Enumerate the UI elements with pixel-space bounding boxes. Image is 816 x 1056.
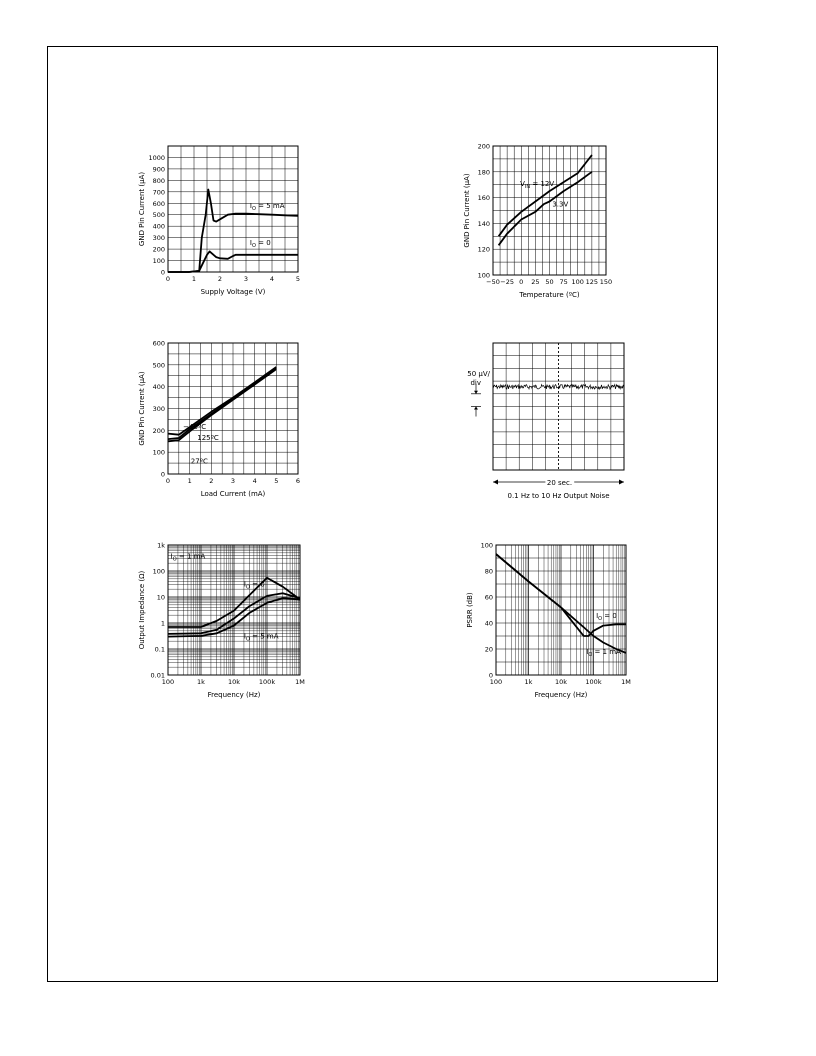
x-axis-label: Frequency (Hz)	[534, 691, 588, 699]
x-axis-label: Frequency (Hz)	[207, 691, 261, 699]
chart-psrr	[466, 542, 631, 700]
annotation	[520, 180, 554, 190]
time-label: 20 sec.	[546, 479, 573, 487]
y-tick-label: 60	[484, 593, 493, 602]
y-tick-label: 100	[480, 541, 493, 550]
x-tick-label: 3	[230, 477, 236, 485]
y-tick-label: 600	[152, 339, 165, 348]
x-tick-label: 1	[187, 477, 192, 485]
annotation-text: I	[243, 632, 247, 641]
x-tick-label: 125	[585, 278, 599, 286]
annotation	[250, 239, 271, 249]
x-tick-label: 6	[295, 477, 301, 485]
y-tick-label: 1000	[148, 153, 165, 162]
x-tick-label: 0	[519, 278, 524, 286]
x-tick-label: 2	[217, 275, 223, 283]
scale-label-div: div	[470, 379, 481, 388]
annotation-sub: O	[251, 205, 256, 212]
y-tick-label: 180	[477, 168, 490, 177]
y-tick-label: 10	[156, 593, 165, 602]
annotation-text: I	[586, 648, 589, 657]
x-tick-label: 5	[295, 275, 301, 283]
annotation	[183, 423, 206, 431]
annotation-sub: O	[598, 615, 603, 622]
annotation	[197, 434, 219, 442]
annotation	[191, 458, 208, 466]
annotation-text: I	[249, 239, 252, 248]
arrowhead	[619, 480, 624, 485]
y-axis-label: GND Pin Current (µA)	[463, 173, 471, 248]
x-tick-label: 3	[243, 275, 249, 283]
x-tick-label: 1M	[621, 678, 631, 686]
x-tick-label: 1M	[295, 678, 305, 686]
x-tick-label: 2	[209, 477, 214, 485]
y-axis-label: GND Pin Current (µA)	[138, 371, 146, 446]
y-axis-label: PSRR (dB)	[466, 592, 474, 628]
y-tick-label: 1k	[157, 541, 165, 550]
annotation	[596, 612, 617, 622]
y-tick-label: 80	[484, 567, 493, 576]
annotation-rest: = 0	[602, 611, 617, 620]
x-axis-label: Load Current (mA)	[200, 490, 266, 498]
x-tick-label: 100	[489, 678, 503, 686]
y-tick-label: 200	[152, 426, 165, 435]
annotation-sub: IN	[524, 183, 531, 190]
x-tick-label: 0	[165, 275, 171, 283]
x-tick-label: 100	[161, 678, 175, 686]
annotation-text: −40ºC	[183, 423, 207, 432]
y-tick-label: 20	[484, 645, 493, 654]
y-tick-label: 160	[477, 194, 490, 203]
chart-output-impedance	[138, 542, 305, 700]
y-tick-label: 400	[152, 222, 165, 231]
annotation-rest: = 5 mA	[249, 632, 279, 641]
annotation-text: V	[520, 179, 525, 188]
y-tick-label: 140	[477, 219, 490, 228]
annotation-text: 3.3V	[552, 200, 569, 209]
y-tick-label: 100	[152, 567, 165, 576]
y-tick-label: 200	[152, 245, 165, 254]
annotation-text: I	[596, 611, 599, 620]
arrowhead	[474, 407, 478, 410]
annotation-rest: = 12V	[530, 179, 555, 188]
annotation-text: I	[243, 580, 247, 589]
x-tick-label: 50	[545, 278, 554, 286]
y-axis-label: GND Pin Current (µA)	[138, 171, 146, 247]
x-tick-label: 150	[599, 278, 613, 286]
x-tick-label: 1	[191, 275, 197, 283]
x-tick-label: −25	[500, 278, 514, 286]
y-tick-label: 1	[160, 619, 165, 628]
x-tick-label: 10k	[554, 678, 568, 686]
y-tick-label: 500	[152, 361, 165, 370]
annotation-rest: = 1 mA	[592, 648, 621, 657]
x-tick-label: 5	[274, 477, 279, 485]
x-tick-label: 100	[571, 278, 584, 286]
x-tick-label: 25	[531, 278, 540, 286]
x-tick-label: 75	[559, 278, 568, 286]
scale-label: 50 µV/	[467, 370, 490, 379]
annotation-rest: = 0	[249, 580, 265, 589]
y-tick-label: 0	[160, 470, 165, 479]
x-tick-label: −50	[486, 278, 500, 286]
y-tick-label: 300	[152, 405, 165, 413]
annotation-text: 125ºC	[197, 434, 219, 443]
chart-title: 0.1 Hz to 10 Hz Output Noise	[507, 492, 610, 500]
noise-trace	[493, 385, 624, 390]
chart-gnd-vs-supply	[138, 146, 300, 296]
y-tick-label: 0	[488, 671, 493, 680]
y-tick-label: 100	[152, 448, 165, 457]
y-tick-label: 40	[484, 619, 493, 628]
annotation	[586, 648, 621, 658]
x-tick-label: 1k	[197, 678, 205, 686]
annotation-sub: O	[246, 584, 250, 591]
y-tick-label: 0.01	[150, 671, 165, 680]
arrowhead	[493, 480, 498, 485]
y-tick-label: 0.1	[154, 645, 165, 654]
y-tick-label: 100	[152, 257, 165, 266]
x-axis-label: Temperature (ºC)	[519, 291, 580, 299]
annotation	[250, 202, 285, 212]
y-tick-label: 800	[152, 176, 165, 185]
x-tick-label: 10k	[227, 678, 241, 686]
annotation-sub: O	[172, 556, 177, 563]
y-tick-label: 600	[152, 199, 165, 208]
x-tick-label: 100k	[585, 678, 602, 686]
y-tick-label: 0	[160, 268, 165, 277]
annotation-text: 27ºC	[190, 457, 208, 466]
chart-output-noise	[467, 343, 624, 500]
x-tick-label: 1k	[524, 678, 533, 686]
annotation	[552, 201, 568, 209]
y-tick-label: 120	[477, 245, 490, 254]
x-tick-label: 4	[269, 275, 275, 283]
x-tick-label: 4	[252, 477, 257, 485]
chart-gnd-vs-temp	[463, 143, 612, 300]
y-tick-label: 200	[477, 142, 490, 151]
y-tick-label: 500	[152, 211, 165, 220]
y-tick-label: 700	[152, 188, 165, 197]
annotation-rest: = 1 mA	[176, 552, 206, 561]
y-tick-label: 400	[152, 383, 165, 392]
y-tick-label: 300	[152, 234, 165, 243]
annotation-rest: = 5 mA	[255, 201, 285, 210]
x-tick-label: 100k	[258, 678, 276, 686]
annotation-text: I	[249, 201, 252, 210]
annotation-rest: = 0	[255, 239, 271, 248]
annotation-sub: O	[251, 243, 256, 250]
arrowhead	[474, 391, 478, 394]
annotation-sub: O	[246, 636, 250, 643]
y-tick-label: 100	[477, 271, 490, 280]
annotation-text: I	[170, 552, 173, 561]
x-tick-label: 0	[165, 477, 171, 485]
y-tick-label: 900	[152, 165, 165, 174]
annotation-sub: O	[588, 652, 593, 659]
chart-gnd-vs-load	[138, 340, 300, 499]
x-axis-label: Supply Voltage (V)	[200, 288, 266, 296]
y-axis-label: Output Impedance (Ω)	[138, 570, 146, 650]
